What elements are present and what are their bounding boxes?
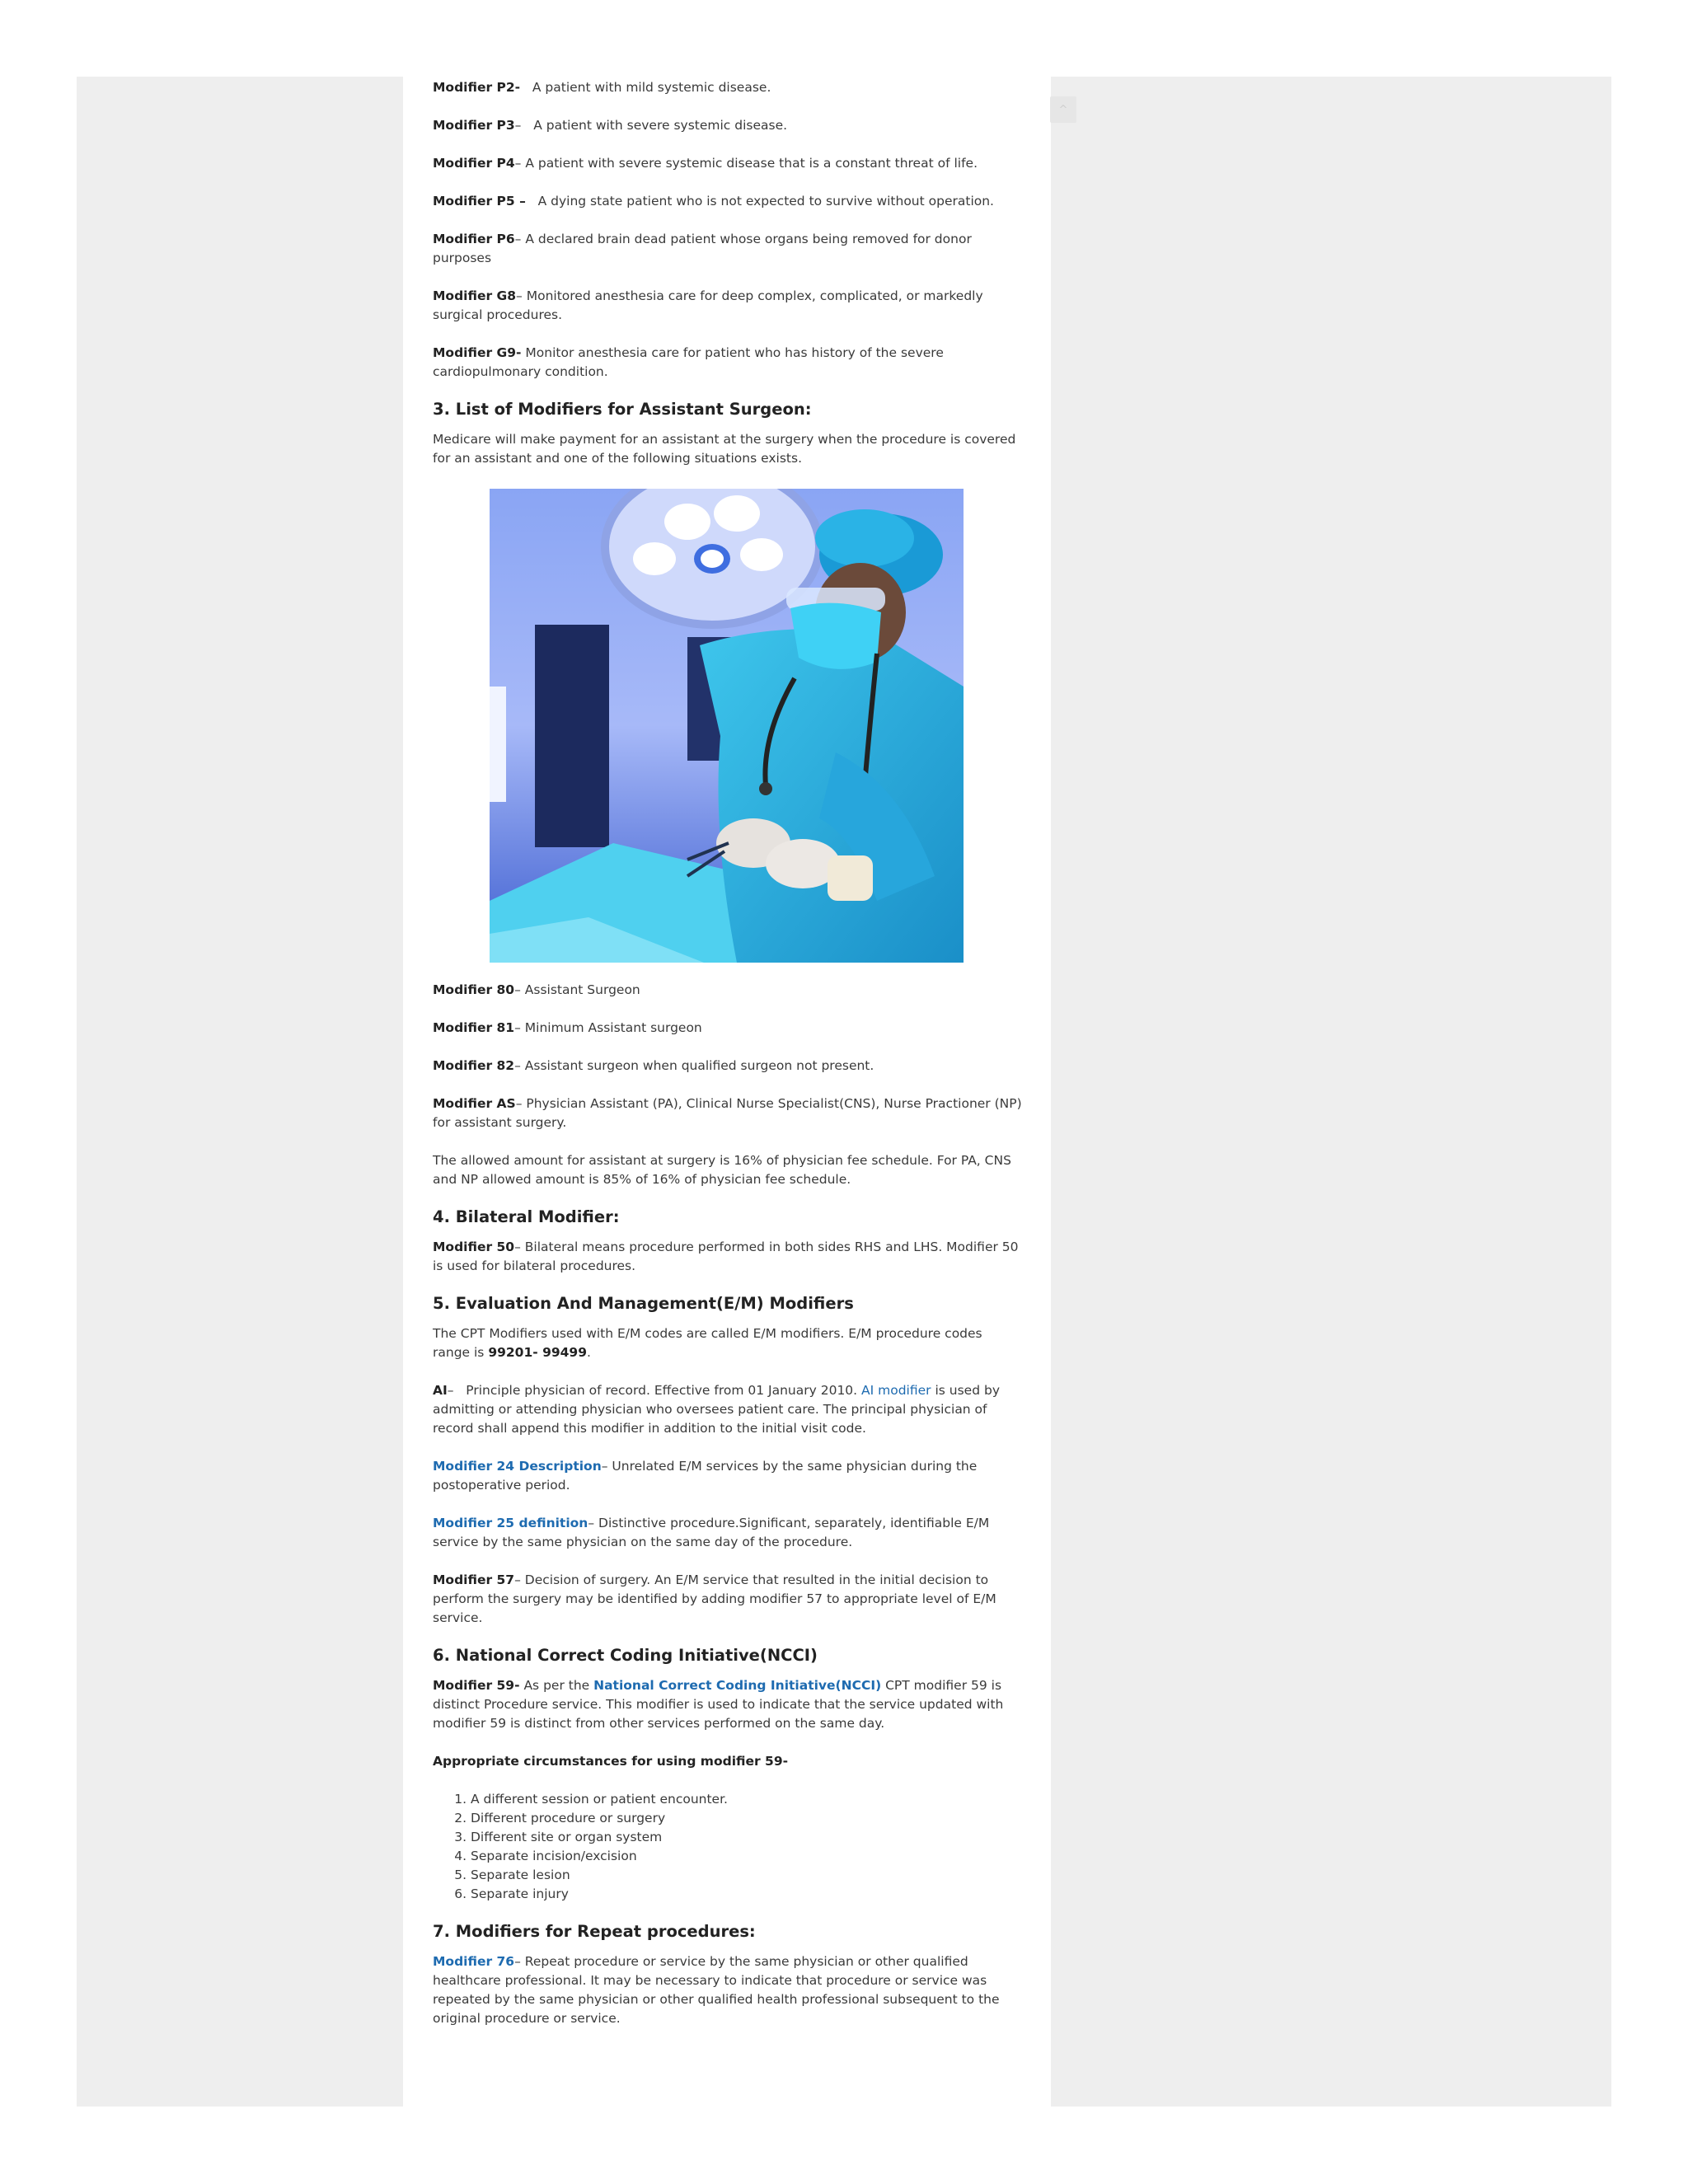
- right-sidebar: [1051, 77, 1611, 2107]
- modifier-ai: AI– Principle physician of record. Effective from 01 January 2010. AI modifier is used by admitting or attending physician who oversees patient care. The principal physician of record shall append this modifier in addition to the initial visit code.: [433, 1383, 1000, 1436]
- scroll-top-button[interactable]: [1050, 96, 1076, 123]
- modifier-25-link[interactable]: Modifier 25 definition: [433, 1516, 588, 1530]
- heading-bilateral: 4. Bilateral Modifier:: [433, 1207, 620, 1226]
- modifier-76: Modifier 76– Repeat procedure or service by the same physician or other qualified healthcare professional. It may be necessary to indicate that procedure or service was repeated by the same physician or other qualified health professional subsequent to the original procedure or service.: [433, 1954, 1000, 2026]
- circumstances-heading: Appropriate circumstances for using modifier 59-: [433, 1754, 789, 1769]
- modifier-p5: Modifier P5 – A dying state patient who is not expected to survive without operation.: [433, 194, 994, 209]
- list-item: 3. Different site or organ system: [471, 1828, 1022, 1847]
- em-intro: The CPT Modifiers used with E/M codes are called E/M modifiers. E/M procedure codes range is 99201- 99499.: [433, 1326, 982, 1360]
- circumstances-list: [433, 1790, 1022, 1904]
- surgeon-illustration: [490, 489, 964, 963]
- modifier-24: Modifier 24 Description– Unrelated E/M services by the same physician during the postoperative period.: [433, 1459, 978, 1493]
- allowed-amount: The allowed amount for assistant at surgery is 16% of physician fee schedule. For PA, CNS and NP allowed amount is 85% of 16% of physician fee schedule.: [433, 1153, 1011, 1187]
- modifier-25: Modifier 25 definition– Distinctive procedure.Significant, separately, identifiable E/M service by the same physician on the same day of the procedure.: [433, 1516, 990, 1549]
- modifier-76-link[interactable]: Modifier 76: [433, 1954, 515, 1969]
- modifier-50: Modifier 50– Bilateral means procedure performed in both sides RHS and LHS. Modifier 50 is used for bilateral procedures.: [433, 1240, 1019, 1273]
- list-item: 2. Different procedure or surgery: [471, 1809, 1022, 1828]
- modifier-59: Modifier 59- As per the National Correct Coding Initiative(NCCI) CPT modifier 59 is distinct Procedure service. This modifier is used to indicate that the service updated with modifier 59 is distinct from other services performed on the same day.: [433, 1678, 1004, 1731]
- assistant-intro: Medicare will make payment for an assistant at the surgery when the procedure is covered for an assistant and one of the following situations exists.: [433, 432, 1016, 466]
- modifier-57: Modifier 57– Decision of surgery. An E/M service that resulted in the initial decision to perform the surgery may be identified by adding modifier 57 to appropriate level of E/M service.: [433, 1572, 996, 1625]
- list-item: 5. Separate lesion: [471, 1866, 1022, 1885]
- modifier-p3: Modifier P3– A patient with severe systemic disease.: [433, 118, 788, 133]
- heading-repeat-procedures: 7. Modifiers for Repeat procedures:: [433, 1922, 756, 1941]
- modifier-g9: Modifier G9- Monitor anesthesia care for patient who has history of the severe cardiopulmonary condition.: [433, 345, 944, 379]
- chevron-up-icon: ^: [1058, 103, 1068, 116]
- modifier-24-link[interactable]: Modifier 24 Description: [433, 1459, 602, 1474]
- left-gutter: [77, 77, 403, 2107]
- ncci-link[interactable]: National Correct Coding Initiative(NCCI): [593, 1678, 882, 1693]
- heading-assistant-surgeon: 3. List of Modifiers for Assistant Surgeon:: [433, 400, 812, 419]
- modifier-81: Modifier 81– Minimum Assistant surgeon: [433, 1020, 702, 1035]
- list-item: 4. Separate incision/excision: [471, 1847, 1022, 1866]
- heading-em-modifiers: 5. Evaluation And Management(E/M) Modifiers: [433, 1294, 854, 1313]
- ai-modifier-link[interactable]: AI modifier: [861, 1383, 931, 1398]
- article-content: [433, 77, 1022, 2028]
- list-item: 6. Separate injury: [471, 1885, 1022, 1904]
- modifier-80: Modifier 80– Assistant Surgeon: [433, 982, 640, 997]
- modifier-82: Modifier 82– Assistant surgeon when qualified surgeon not present.: [433, 1058, 874, 1073]
- surgeon-image: [490, 489, 964, 963]
- modifier-as: Modifier AS– Physician Assistant (PA), Clinical Nurse Specialist(CNS), Nurse Practioner (NP) for assistant surgery.: [433, 1096, 1022, 1130]
- list-item: 1. A different session or patient encounter.: [471, 1790, 1022, 1809]
- modifier-g8: Modifier G8– Monitored anesthesia care for deep complex, complicated, or markedly surgical procedures.: [433, 288, 983, 322]
- modifier-p4: Modifier P4– A patient with severe systemic disease that is a constant threat of life.: [433, 156, 978, 171]
- modifier-p6: Modifier P6– A declared brain dead patient whose organs being removed for donor purposes: [433, 232, 972, 265]
- modifier-p2: Modifier P2- A patient with mild systemic disease.: [433, 80, 771, 95]
- heading-ncci: 6. National Correct Coding Initiative(NCCI): [433, 1646, 818, 1665]
